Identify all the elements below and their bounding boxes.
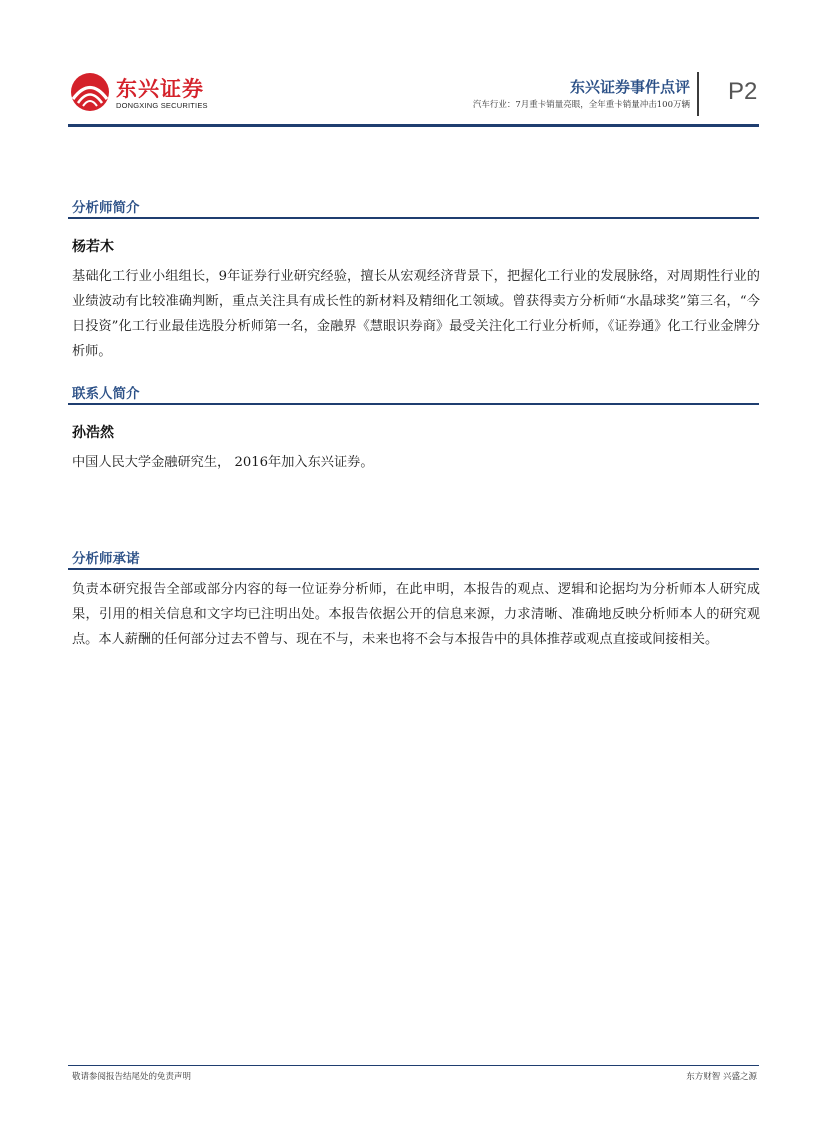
logo-text-cn: 东兴证券 xyxy=(116,77,204,101)
contact-name: 孙浩然 xyxy=(72,425,114,441)
footer-disclaimer-note: 敬请参阅报告结尾处的免责声明 xyxy=(72,1072,192,1082)
section-rule-commitment xyxy=(68,568,759,570)
dongxing-logo-icon xyxy=(70,72,110,112)
page-number: P2 xyxy=(728,78,758,105)
section-rule-analyst xyxy=(68,217,759,219)
contact-bio: 中国人民大学金融研究生， 2016年加入东兴证券。 xyxy=(72,455,374,470)
analyst-bio: 基础化工行业小组组长，9年证券行业研究经验，擅长从宏观经济背景下，把握化工行业的发展脉络，对周期性行业的业绩波动有比较准确判断，重点关注具有成长性的新材料及精细化工领域。曾获得卖方分析师“水晶球奖”第三名，“今日投资”化工行业最佳选股分析师第一名，金融界《慧眼识券商》最受关注化工行业分析师，《证券通》化工行业金牌分析师。 xyxy=(72,269,760,359)
section-title-commitment: 分析师承诺 xyxy=(72,551,140,567)
logo-text-en: DONGXING SECURITIES xyxy=(116,101,208,110)
header-divider xyxy=(697,72,699,116)
commitment-text: 负责本研究报告全部或部分内容的每一位证券分析师，在此申明，本报告的观点、逻辑和论据均为分析师本人研究成果，引用的相关信息和文字均已注明出处。本报告依据公开的信息来源，力求清晰、准确地反映分析师本人的研究观点。本人薪酬的任何部分过去不曾与、现在不与，未来也将不会与本报告中的具体推荐或观点直接或间接相关。 xyxy=(72,582,760,647)
header-rule xyxy=(68,124,759,127)
analyst-name: 杨若木 xyxy=(72,239,114,255)
section-title-analyst: 分析师简介 xyxy=(72,200,140,216)
footer-slogan: 东方财智 兴盛之源 xyxy=(686,1072,757,1082)
report-subtitle: 汽车行业：7月重卡销量亮眼，全年重卡销量冲击100万辆 xyxy=(472,100,690,110)
footer-rule xyxy=(68,1065,759,1066)
section-rule-contact xyxy=(68,403,759,405)
report-type-title: 东兴证券事件点评 xyxy=(569,78,690,96)
section-title-contact: 联系人简介 xyxy=(72,386,140,402)
company-logo xyxy=(70,70,210,116)
